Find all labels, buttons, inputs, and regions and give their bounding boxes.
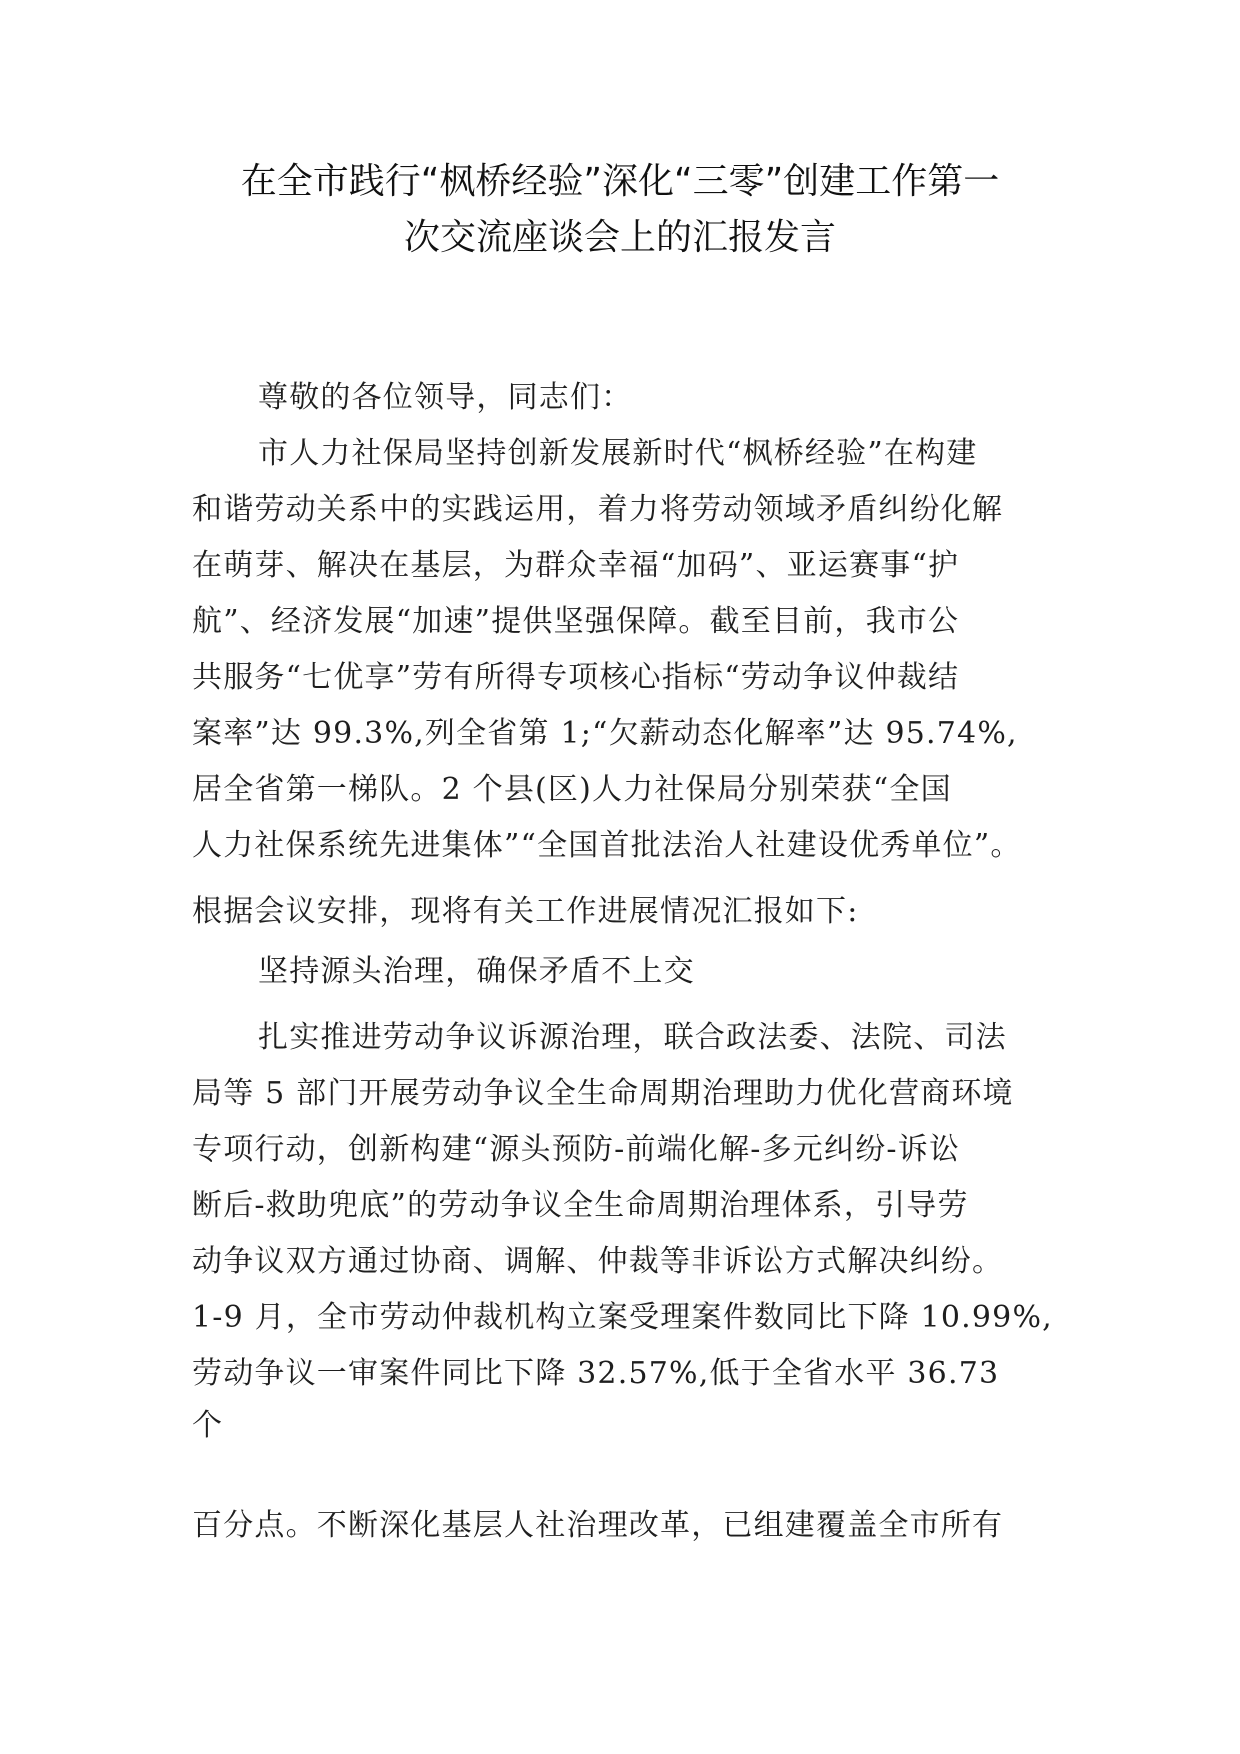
title-line: 在全市践行“枫桥经验”深化“三零”创建工作第一 <box>240 161 1000 202</box>
paragraph-line: 居全省第一梯队。2 个县(区)人力社保局分别荣获“全国 <box>192 772 952 807</box>
title-line: 次交流座谈会上的汇报发言 <box>403 217 836 258</box>
paragraph-line: 百分点。不断深化基层人社治理改革，已组建覆盖全市所有 <box>192 1508 1004 1543</box>
paragraph-line: 共服务“七优享”劳有所得专项核心指标“劳动争议仲裁结 <box>192 660 960 695</box>
paragraph-line: 扎实推进劳动争议诉源治理，联合政法委、法院、司法 <box>258 1020 1007 1055</box>
paragraph-line: 人力社保系统先进集体”“全国首批法治人社建设优秀单位”。 <box>192 828 1022 863</box>
document-title <box>150 154 1090 266</box>
paragraph-line: 专项行动，创新构建“源头预防-前端化解-多元纠纷-诉讼 <box>192 1132 961 1167</box>
paragraph-line: 在萌芽、解决在基层，为群众幸福“加码”、亚运赛事“护 <box>192 548 960 583</box>
paragraph-line: 航”、经济发展“加速”提供坚强保障。截至目前，我市公 <box>192 604 960 639</box>
paragraph-line: 和谐劳动关系中的实践运用，着力将劳动领域矛盾纠纷化解 <box>192 492 1004 527</box>
paragraph-line: 个 <box>192 1408 224 1443</box>
paragraph-line: 市人力社保局坚持创新发展新时代“枫桥经验”在构建 <box>258 436 978 471</box>
paragraph-line: 根据会议安排，现将有关工作进展情况汇报如下: <box>192 894 859 929</box>
salutation: 尊敬的各位领导，同志们： <box>258 380 633 415</box>
paragraph-line: 案率”达 99.3%,列全省第 1;“欠薪动态化解率”达 95.74%, <box>192 716 1018 751</box>
paragraph-line: 1-9 月，全市劳动仲裁机构立案受理案件数同比下降 10.99%, <box>192 1300 1053 1335</box>
section-heading: 坚持源头治理，确保矛盾不上交 <box>258 954 695 989</box>
paragraph-line: 动争议双方通过协商、调解、仲裁等非诉讼方式解决纠纷。 <box>192 1244 1004 1279</box>
paragraph-line: 断后-救助兜底”的劳动争议全生命周期治理体系，引导劳 <box>192 1188 969 1223</box>
paragraph-line: 劳动争议一审案件同比下降 32.57%,低于全省水平 36.73 <box>192 1356 1000 1391</box>
paragraph-line: 局等 5 部门开展劳动争议全生命周期治理助力优化营商环境 <box>192 1076 1014 1111</box>
